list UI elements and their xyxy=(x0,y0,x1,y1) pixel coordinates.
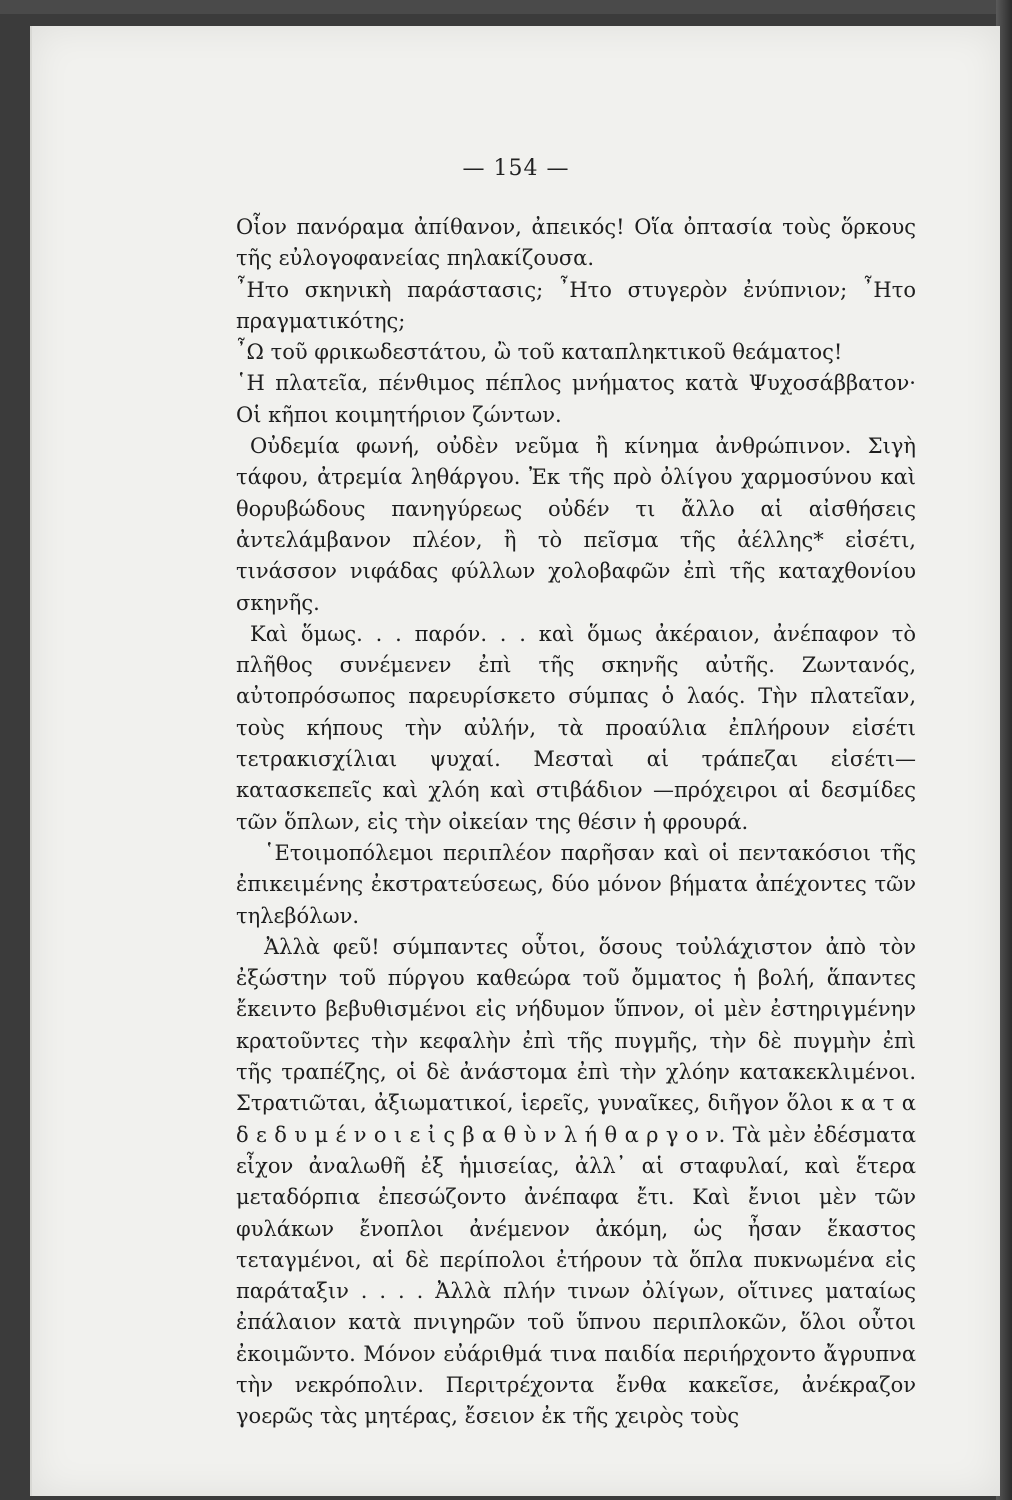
paragraph: Καὶ ὅμως. . . παρόν. . . καὶ ὅμως ἀκέραιον, ἀνέπαφον τὸ πλῆθος συνέμενεν ἐπὶ τῆς σκηνῆς αὐτῆς. Ζωντανός, αὐτοπρόσωπος παρευρίσκετο σύμπας ὁ λαός. Τὴν πλατεῖαν, τοὺς κήπους τὴν αὐλήν, τὰ προαύλια ἐπλήρουν εἰσέτι τετρακισχίλιαι ψυχαί. Μεσταὶ αἱ τράπεζαι εἰσέτι—κατασκεπεῖς καὶ χλόη καὶ στιβάδιον —πρόχειροι αἱ δεσμίδες τῶν ὅπλων, εἰς τὴν οἰκείαν της θέσιν ἡ φρουρά. xyxy=(236,621,916,834)
paragraph: Οὐδεμία φωνή, οὐδὲν νεῦμα ἢ κίνημα ἀνθρώπινον. Σιγὴ τάφου, ἀτρεμία ληθάργου. Ἐκ τῆς πρὸ ὀλίγου χαρμοσύνου καὶ θορυβώδους πανηγύρεως οὐδέν τι ἄλλο αἱ αἰσθήσεις ἀντελάμβανον πλέον, ἢ τὸ πεῖσμα τῆς ἀέλλης* εἰσέτι, τινάσσον νιφάδας φύλλων χολοβαφῶν ἐπὶ τῆς καταχθονίου σκηνῆς. xyxy=(236,434,916,615)
paragraph: Ἀλλὰ φεῦ! σύμπαντες οὗτοι, ὅσους τοὐλάχιστον ἀπὸ τὸν ἐξώστην τοῦ πύργου καθεώρα τοῦ ὄμματος ἡ βολή, ἅπαντες ἔκειντο βεβυθισμένοι εἰς νήδυμον ὕπνον, οἱ μὲν ἐστηριγμένην κρατοῦντες τὴν κεφαλὴν ἐπὶ τῆς πυγμῆς, τὴν δὲ πυγμὴν ἐπὶ τῆς τραπέζης, οἱ δὲ ἀνάστομα ἐπὶ τὴν χλόην κατακεκλιμένοι. Στρατιῶται, ἀξιωματικοί, ἱερεῖς, γυναῖκες, διῆγον ὅλοι κ α τ α δ ε δ υ μ έ ν ο ι ε ἰ ς β α θ ὺ ν λ ή θ α ρ γ ο ν. Τὰ μὲν ἐδέσματα εἶχον ἀναλωθῆ ἐξ ἡμισείας, ἀλλ᾽ αἱ σταφυλαί, καὶ ἕτερα μεταδόρπια ἐπεσώζοντο ἀνέπαφα ἔτι. Καὶ ἔνιοι μὲν τῶν φυλάκων ἔνοπλοι ἀνέμενον ἀκόμη, ὡς ἦσαν ἕκαστος τεταγμένοι, αἱ δὲ περίπολοι ἐτήρουν τὰ ὅπλα πυκνωμένα εἰς παράταξιν . . . . Ἀλλὰ πλήν τινων ὀλίγων, οἵτινες ματαίως ἐπάλαιον κατὰ πνιγηρῶν τοῦ ὕπνου περιπλοκῶν, ὅλοι οὗτοι ἐκοιμῶντο. Μόνον εὐάριθμά τινα παιδία περιήρχοντο ἄγρυπνα τὴν νεκρόπολιν. Περιτρέχοντα ἔνθα κακεῖσε, ἀνέκραζον γοερῶς τὰς μητέρας, ἔσειον ἐκ τῆς χειρὸς τοὺς xyxy=(236,934,916,1429)
paragraph: ῏Ητο σκηνικὴ παράστασις; ῏Ητο στυγερὸν ἐνύπνιον; ῏Ητο πραγματικότης; xyxy=(236,277,916,333)
body-text xyxy=(236,212,916,1433)
paragraph: ῾Ετοιμοπόλεμοι περιπλέον παρῆσαν καὶ οἱ πεντακόσιοι τῆς ἐπικειμένης ἐκστρατεύσεως, δύο μόνον βήματα ἀπέχοντες τῶν τηλεβόλων. xyxy=(236,840,916,928)
paragraph: Οἷον πανόραμα ἀπίθανον, ἀπεικός! Οἵα ὀπτασία τοὺς ὅρκους τῆς εὐλογοφανείας πηλακίζουσα. xyxy=(236,215,916,271)
scan-border-top xyxy=(0,0,1012,14)
paragraph: ῾Η πλατεῖα, πένθιμος πέπλος μνήματος κατὰ Ψυχοσάββατον· Οἱ κῆποι κοιμητήριον ζώντων. xyxy=(236,371,916,427)
page-number: — 154 — xyxy=(462,156,570,181)
document-page xyxy=(30,26,1000,1496)
paragraph: ῏Ω τοῦ φρικωδεστάτου, ὢ τοῦ καταπληκτικοῦ θεάματος! xyxy=(236,340,843,365)
